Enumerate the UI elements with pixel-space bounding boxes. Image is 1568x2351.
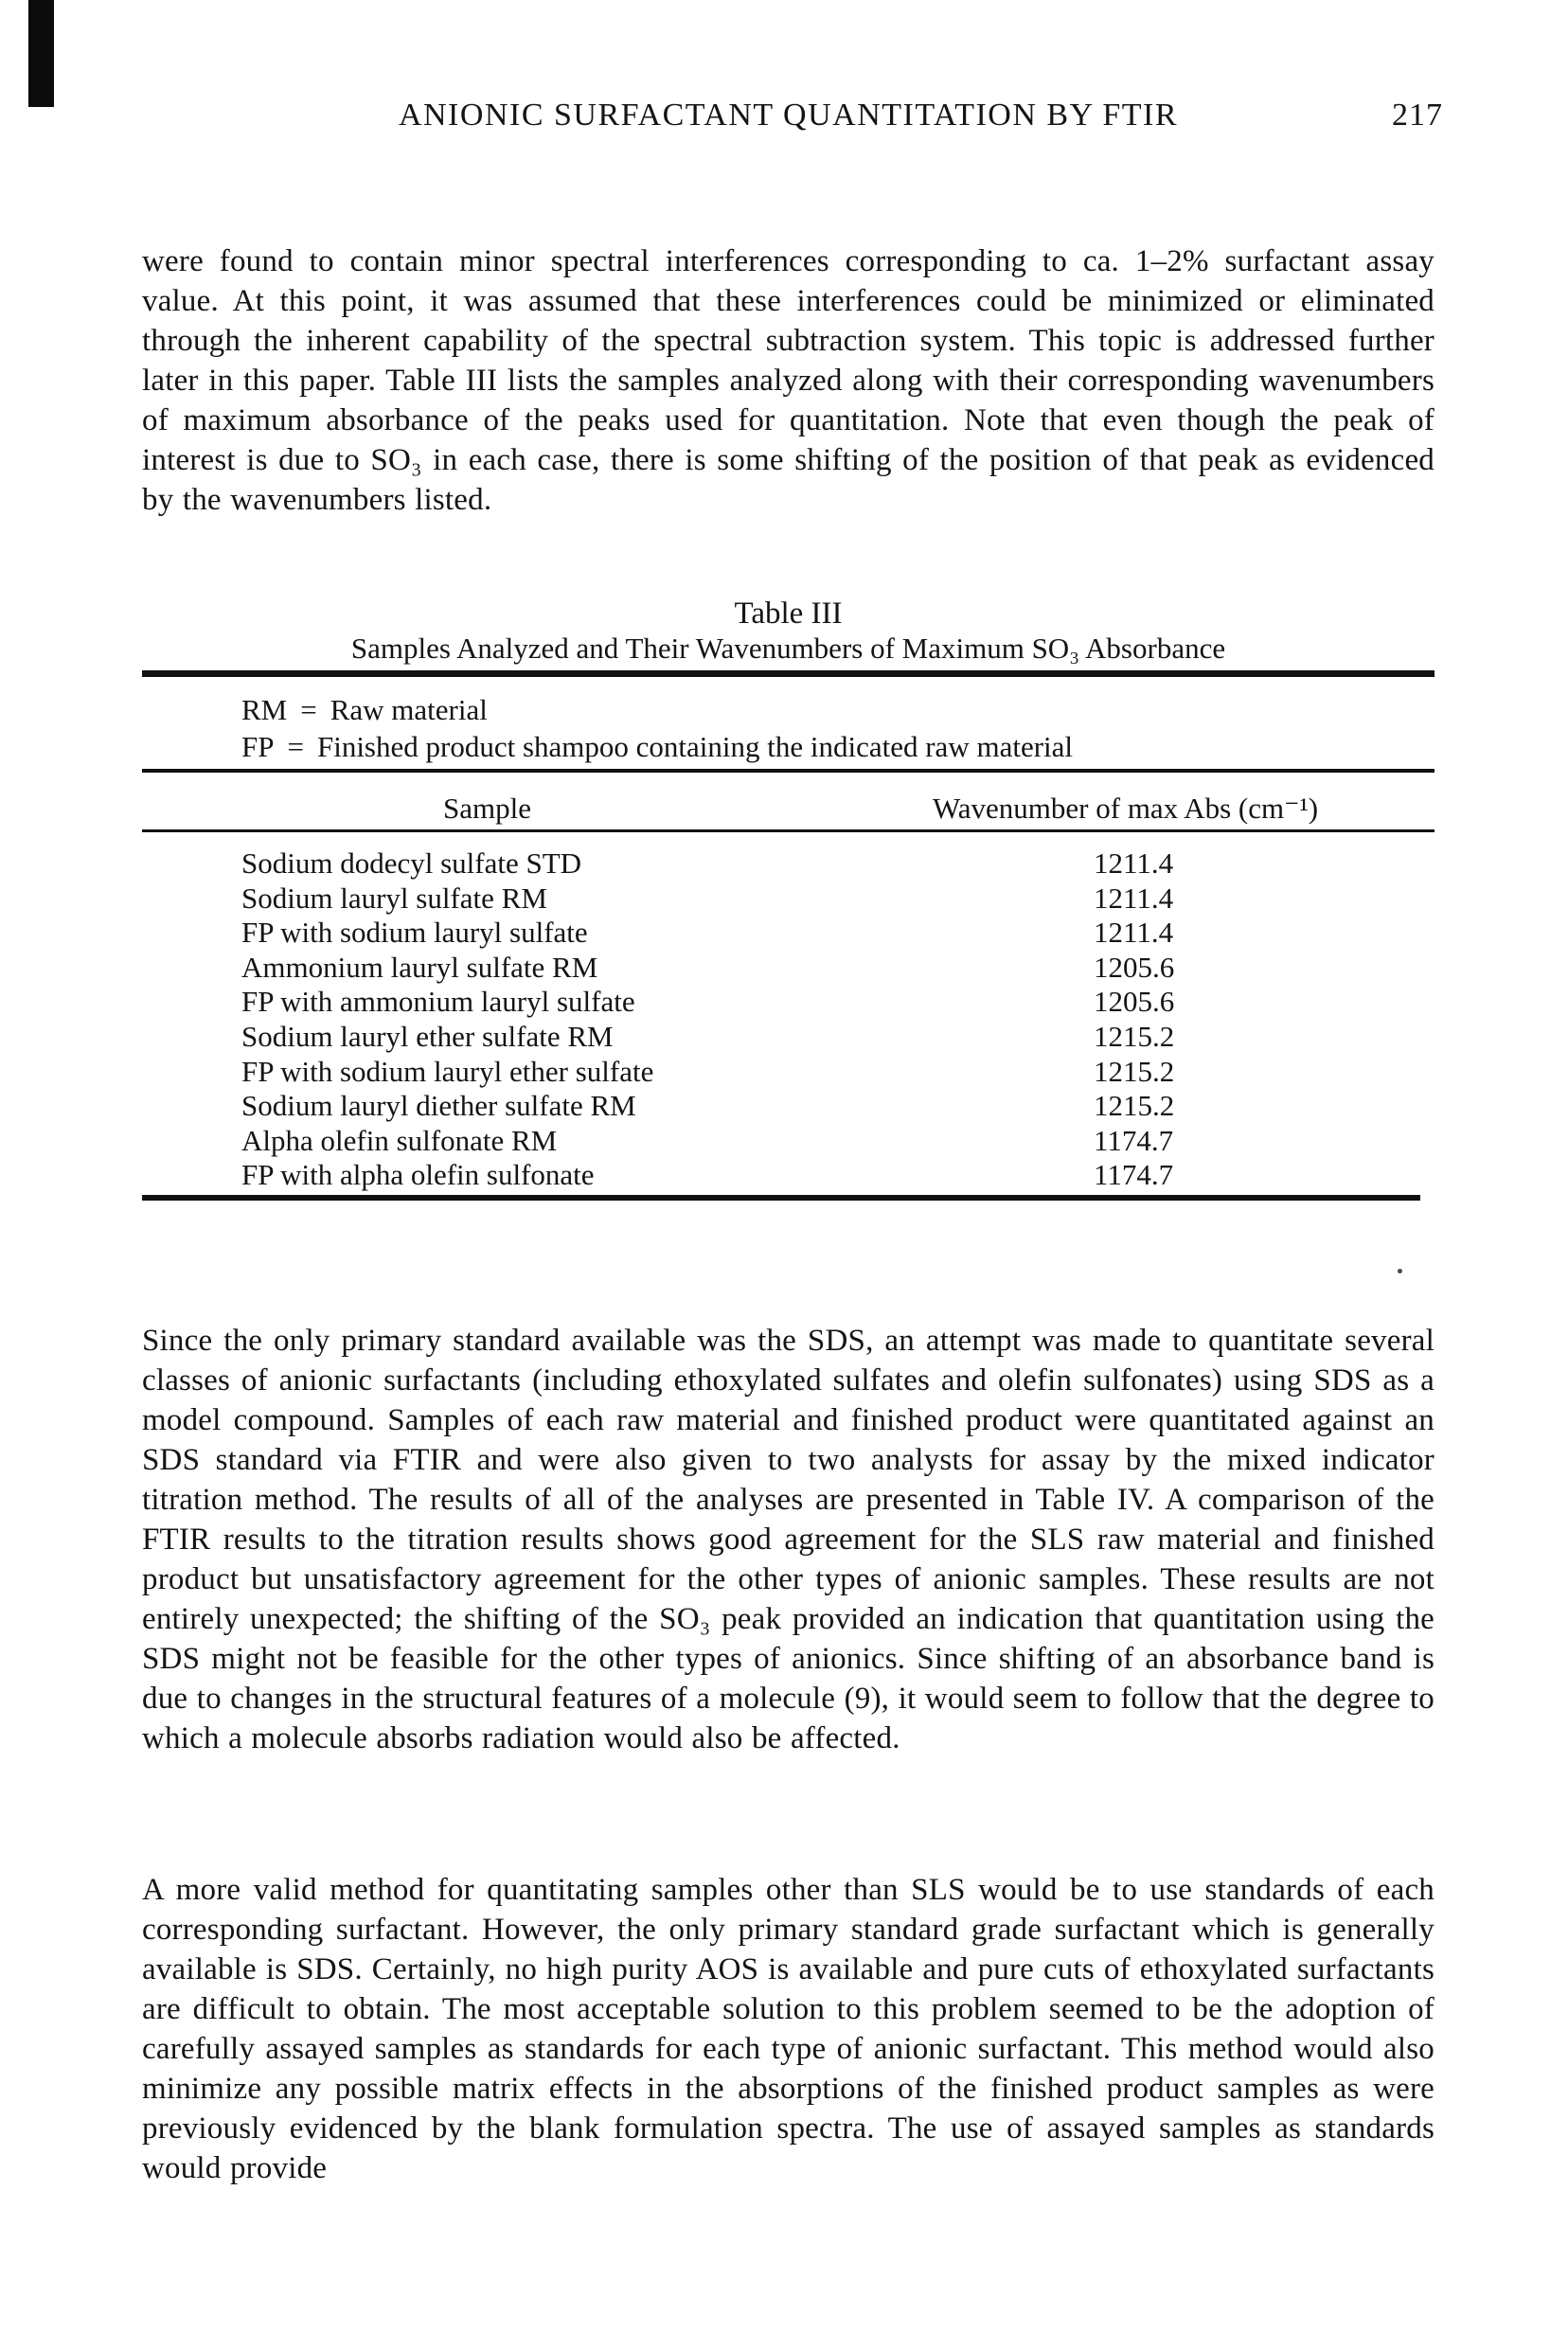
body-paragraph-1: were found to contain minor spectral interferences corresponding to ca. 1–2% surfactant assay value. At this point, it was assumed that these interferences could be minimized or eliminated through the inherent capability of the spectral subtraction system. This topic is addressed further later in this paper. Table III lists the samples analyzed along with their corresponding wavenumbers of maximum absorbance of the peaks used for quantitation. Note that even though the peak of interest is due to SO₃ in each case, there is some shifting of the position of that peak as evidenced by the wavenumbers listed. xyxy=(142,244,1434,517)
table-body xyxy=(142,846,1434,1193)
running-head-title: ANIONIC SURFACTANT QUANTITATION BY FTIR xyxy=(398,98,1179,133)
wavenumber-value: 1215.2 xyxy=(1094,1089,1175,1123)
table-row xyxy=(142,985,1434,1020)
table-title: Table III xyxy=(734,597,843,631)
wavenumber-value: 1215.2 xyxy=(1094,1054,1175,1088)
sample-name: FP with sodium lauryl ether sulfate xyxy=(241,1054,654,1088)
legend-definition: Raw material xyxy=(330,693,488,726)
table-header-rule xyxy=(142,829,1434,832)
sample-name: Ammonium lauryl sulfate RM xyxy=(241,950,598,984)
equals-sign: = xyxy=(287,730,304,763)
table-legend xyxy=(241,691,1434,765)
table-row xyxy=(142,882,1434,917)
wavenumber-value: 1174.7 xyxy=(1094,1123,1174,1157)
table-bottom-rule xyxy=(142,1195,1420,1201)
wavenumber-value: 1211.4 xyxy=(1094,916,1174,950)
table-row xyxy=(142,951,1434,986)
table-row xyxy=(142,1158,1434,1193)
table-row xyxy=(142,1089,1434,1124)
table-row xyxy=(142,1124,1434,1159)
wavenumber-value: 1174.7 xyxy=(1094,1158,1174,1192)
sample-name: FP with sodium lauryl sulfate xyxy=(241,916,588,950)
body-paragraph-3: A more valid method for quantitating samples other than SLS would be to use standards of each corresponding surfactant. However, the only primary standard grade surfactant which is generally available is SDS. Certainly, no high purity AOS is available and pure cuts of ethoxylated surfactants are difficult to obtain. The most acceptable solution to this problem seemed to be the adoption of carefully assayed samples as standards for each type of anionic surfactant. This method would also minimize any possible matrix effects in the absorptions of the finished product samples as were previously evidenced by the blank formulation spectra. The use of assayed samples as standards would provide xyxy=(142,1873,1434,2185)
sample-name: Sodium lauryl diether sulfate RM xyxy=(241,1089,636,1123)
table-top-rule xyxy=(142,670,1434,677)
legend-row-fp xyxy=(241,728,1434,765)
legend-abbr: RM xyxy=(241,693,288,726)
scan-artifact-bar xyxy=(28,0,54,107)
wavenumber-value: 1211.4 xyxy=(1094,846,1174,880)
table-mid-rule xyxy=(142,769,1434,773)
wavenumber-value: 1205.6 xyxy=(1094,950,1175,984)
legend-abbr: FP xyxy=(241,730,275,763)
table-row xyxy=(142,916,1434,951)
sample-name: Alpha olefin sulfonate RM xyxy=(241,1123,558,1157)
column-header-wavenumber: Wavenumber of max Abs (cm⁻¹) xyxy=(933,792,1319,825)
legend-row-rm xyxy=(241,691,1434,728)
body-paragraph-2: Since the only primary standard available was the SDS, an attempt was made to quantitate several classes of anionic surfactants (including ethoxylated sulfates and olefin sulfonates) using SDS as a model compound. Samples of each raw material and finished product were quantitated against an SDS standard via FTIR and were also given to two analysts for assay by the mixed indicator titration method. The results of all of the analyses are presented in Table IV. A comparison of the FTIR results to the titration results shows good agreement for the SLS raw material and finished product but unsatisfactory agreement for the other types of anionic samples. These results are not entirely unexpected; the shifting of the SO₃ peak provided an indication that quantitation using the SDS might not be feasible for the other types of anionics. Since shifting of an absorbance band is due to changes in the structural features of a molecule (9), it would seem to follow that the degree to which a molecule absorbs radiation would also be affected. xyxy=(142,1324,1434,1755)
table-row xyxy=(142,1055,1434,1090)
wavenumber-value: 1211.4 xyxy=(1094,881,1174,915)
table-caption: Samples Analyzed and Their Wavenumbers of Maximum SO₃ Absorbance xyxy=(350,632,1226,665)
scan-speck-artifact xyxy=(1398,1269,1402,1273)
wavenumber-value: 1215.2 xyxy=(1094,1019,1175,1053)
column-header-sample: Sample xyxy=(443,792,531,825)
table-row xyxy=(142,846,1434,882)
table-header-row xyxy=(142,792,1434,829)
sample-name: Sodium dodecyl sulfate STD xyxy=(241,846,582,880)
sample-name: Sodium lauryl ether sulfate RM xyxy=(241,1019,614,1053)
sample-name: FP with ammonium lauryl sulfate xyxy=(241,985,635,1019)
sample-name: Sodium lauryl sulfate RM xyxy=(241,881,547,915)
legend-definition: Finished product shampoo containing the indicated raw material xyxy=(316,730,1074,763)
sample-name: FP with alpha olefin sulfonate xyxy=(241,1158,595,1192)
equals-sign: = xyxy=(300,693,317,726)
wavenumber-value: 1205.6 xyxy=(1094,985,1175,1019)
page-number: 217 xyxy=(1392,98,1443,133)
table-row xyxy=(142,1020,1434,1055)
